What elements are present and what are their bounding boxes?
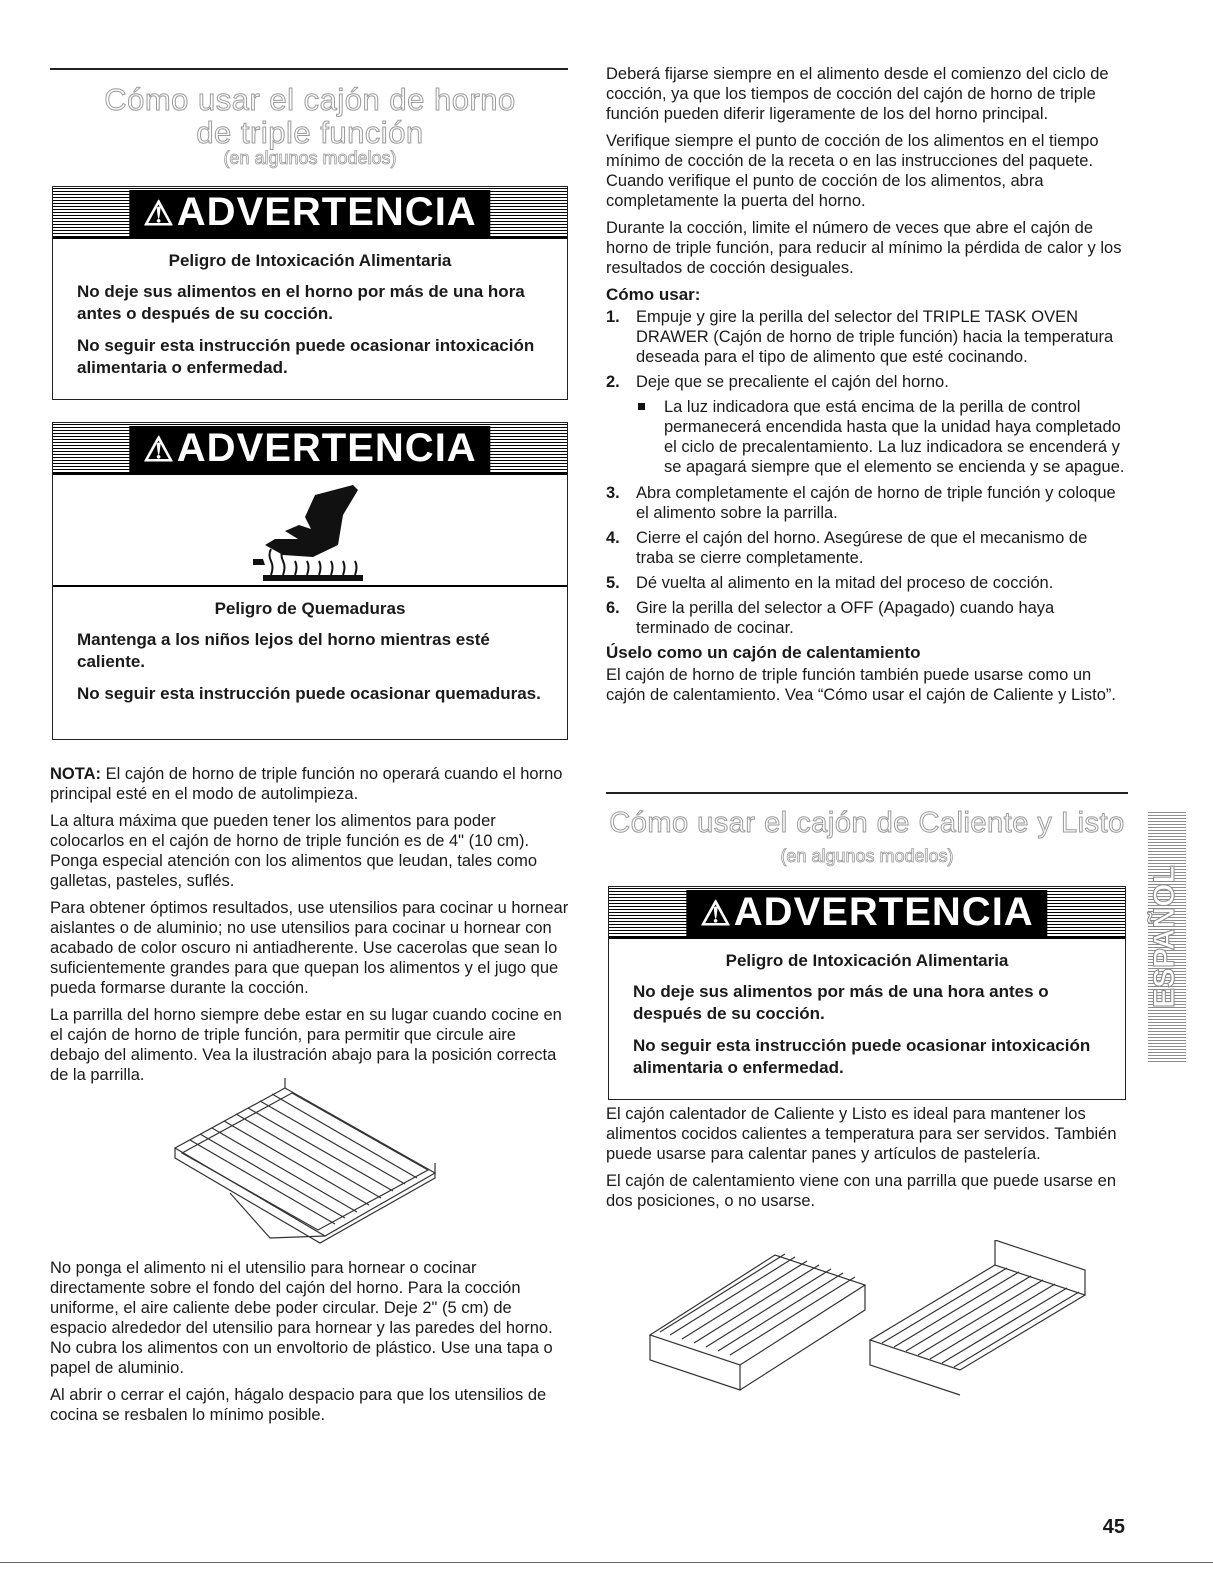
left-body-text-bottom [50, 1258, 570, 1432]
section2-title: Cómo usar el cajón de Caliente y Listo [609, 807, 1125, 839]
warning-header-label: ADVERTENCIA [176, 426, 477, 470]
right-bottom-text [606, 1104, 1128, 1218]
paragraph: El cajón de calentamiento viene con una parrilla que puede usarse en dos posiciones, o no usarse. [606, 1172, 1117, 1210]
warning-triangle-icon: ⚠ [700, 895, 732, 933]
warning-triangle-icon: ⚠ [143, 195, 175, 233]
warning-header-label: ADVERTENCIA [733, 890, 1034, 934]
paragraph: El cajón de horno de triple función también puede usarse como un cajón de calentamiento. Vea “Cómo usar el cajón de Caliente y Listo”. [606, 666, 1116, 704]
left-body-text [50, 764, 570, 1092]
warning-text-1: Mantenga a los niños lejos del horno mientras esté caliente. [77, 630, 490, 671]
burn-hazard-icon [53, 475, 567, 587]
paragraph: No ponga el alimento ni el utensilio para hornear o cocinar directamente sobre el fondo del cajón del horno. Para la cocción uniforme, el aire caliente debe poder circular. Deje 2" (5 cm) de espacio alrededor del utensilio para hornear y las paredes del horno. No cubra los alimentos con un envoltorio de plástico. Use una tapa o papel de aluminio. [50, 1259, 553, 1377]
section-title-line1: Cómo usar el cajón de horno [104, 82, 516, 117]
side-tab-label: ESPAÑOL [1148, 865, 1181, 1009]
warning-title: Peligro de Intoxicación Alimentaria [168, 251, 452, 270]
paragraph: La parrilla del horno siempre debe estar en su lugar cuando cocine en el cajón de horno de triple función, para permitir que circule aire debajo del alimento. Vea la ilustración abajo para la posición correcta de la parrilla. [50, 1006, 562, 1084]
warning-text-2: No seguir esta instrucción puede ocasionar quemaduras. [77, 684, 541, 703]
step-number: 2. [606, 373, 620, 391]
step-text: Dé vuelta al alimento en la mitad del proceso de cocción. [636, 574, 1054, 592]
top-rule-left [50, 68, 568, 70]
section-subtitle: (en algunos modelos) [223, 148, 397, 168]
warning-title: Peligro de Intoxicación Alimentaria [725, 951, 1009, 970]
step-number: 4. [606, 529, 620, 547]
section2-subtitle: (en algunos modelos) [780, 846, 954, 866]
step-number: 3. [606, 484, 620, 502]
warning-text-1: No deje sus alimentos en el horno por más de una hora antes o después de su cocción. [77, 282, 525, 323]
step-text: Deje que se precaliente el cajón del horno. [636, 373, 949, 391]
nota-text: El cajón de horno de triple función no operará cuando el horno principal esté en el modo de autolimpieza. [50, 765, 563, 803]
step-item [606, 528, 1128, 568]
step-text: Abra completamente el cajón de horno de triple función y coloque el alimento sobre la parrilla. [636, 484, 1116, 522]
nota-paragraph [50, 764, 570, 804]
paragraph: Durante la cocción, limite el número de veces que abre el cajón de horno de triple función, para reducir al mínimo la pérdida de calor y los resultados de cocción desiguales. [606, 219, 1122, 277]
step-number: 5. [606, 574, 620, 592]
warming-rack-illustration [640, 1240, 1100, 1410]
warning-text-1: No deje sus alimentos por más de una hora antes o después de su cocción. [633, 982, 1049, 1023]
step-text: Empuje y gire la perilla del selector del TRIPLE TASK OVEN DRAWER (Cajón de horno de triple función) hacia la temperatura deseada para el tipo de alimento que esté cocinando. [636, 308, 1114, 366]
steps-list [606, 307, 1128, 392]
step-item [606, 598, 1128, 638]
paragraph: Al abrir o cerrar el cajón, hágalo despacio para que los utensilios de cocina se resbalen lo mínimo posible. [50, 1386, 547, 1424]
warning-text-2: No seguir esta instrucción puede ocasionar intoxicación alimentaria o enfermedad. [77, 336, 535, 377]
nota-label: NOTA: [50, 765, 102, 783]
paragraph: Deberá fijarse siempre en el alimento desde el comienzo del ciclo de cocción, ya que los tiempos de cocción del cajón de horno de triple función pueden diferir ligeramente de los del horno principal. [606, 65, 1109, 123]
warning-header [53, 187, 567, 239]
step-item [606, 372, 1128, 392]
warning-header-label: ADVERTENCIA [176, 190, 477, 234]
page-number: 45 [1102, 1516, 1125, 1538]
oven-rack-illustration [160, 1078, 450, 1248]
step-number: 1. [606, 308, 620, 326]
steps-list-continued [606, 483, 1128, 638]
paragraph: Para obtener óptimos resultados, use utensilios para cocinar u hornear aislantes o de aluminio; no use utensilios para cocinar u hornear con acabado de color oscuro ni antiadherente. Use cacerolas que sean lo suficientemente grandes para que quepan los alimentos y el jugo que pueda formarse durante la cocción. [50, 899, 569, 997]
step2-bullet: La luz indicadora que está encima de la perilla de control permanecerá encendida hasta que la unidad haya completado el ciclo de precalentamiento. La luz indicadora se encenderá y se apagará siempre que el elemento se encienda y se apague. [606, 397, 1128, 477]
warning-triangle-icon: ⚠ [143, 431, 175, 469]
right-body-text [606, 64, 1128, 712]
warning-box-food-poisoning-2 [608, 886, 1126, 1100]
how-to-use-heading: Cómo usar: [606, 285, 701, 304]
warning-box-food-poisoning [52, 186, 568, 400]
warning-text-2: No seguir esta instrucción puede ocasionar intoxicación alimentaria o enfermedad. [633, 1036, 1091, 1077]
warning-box-burn [52, 422, 568, 740]
section-rule-right [606, 792, 1128, 794]
paragraph: Verifique siempre el punto de cocción de los alimentos en el tiempo mínimo de cocción de la receta o en las instrucciones del paquete. Cuando verifique el punto de cocción de los alimentos, abra completamente la puerta del horno. [606, 132, 1099, 210]
warming-drawer-heading: Úselo como un cajón de calentamiento [606, 643, 921, 662]
section-title-line2: de triple función [196, 115, 424, 150]
bottom-rule [0, 1562, 1213, 1563]
paragraph: La altura máxima que pueden tener los alimentos para poder colocarlos en el cajón de horno de triple función es de 4" (10 cm). Ponga especial atención con los alimentos que leudan, tales como galletas, pasteles, suflés. [50, 812, 538, 890]
paragraph: El cajón calentador de Caliente y Listo es ideal para mantener los alimentos cocidos calientes a temperatura para ser servidos. También puede usarse para calentar panes y artículos de pastelería. [606, 1105, 1117, 1163]
step-number: 6. [606, 599, 620, 617]
step-text: Cierre el cajón del horno. Asegúrese de que el mecanismo de traba se cierre completamente. [636, 529, 1088, 567]
step-item [606, 483, 1128, 523]
warning-header [53, 423, 567, 475]
step-text: Gire la perilla del selector a OFF (Apagado) cuando haya terminado de cocinar. [636, 599, 1055, 637]
warning-header [609, 887, 1125, 939]
step-item [606, 307, 1128, 367]
step-item [606, 573, 1128, 593]
warning-title: Peligro de Quemaduras [214, 599, 406, 618]
